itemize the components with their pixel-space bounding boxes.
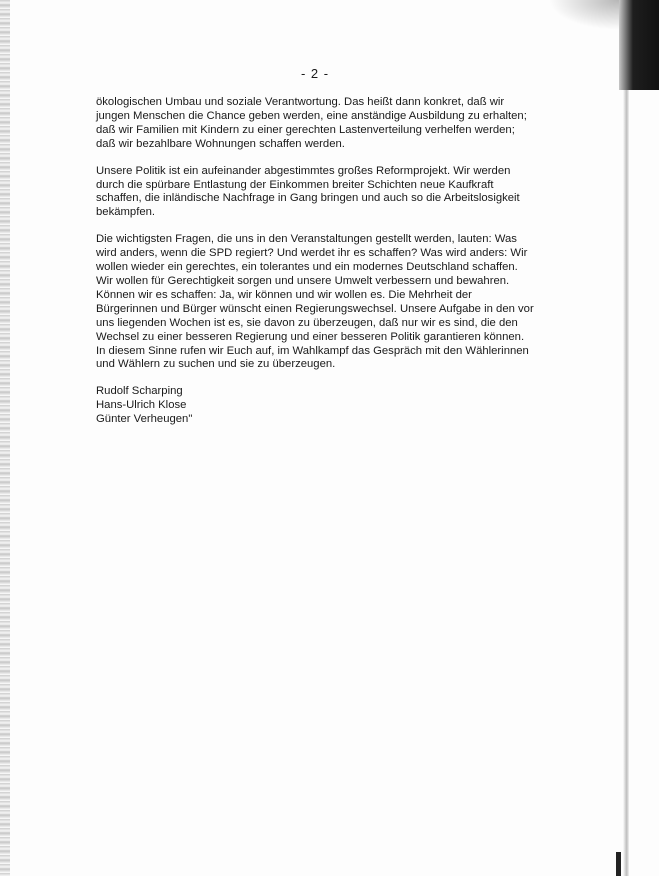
signatory-name: Hans-Ulrich Klose (96, 399, 187, 412)
page-number: - 2 - (300, 66, 330, 81)
scan-edge-left (0, 0, 10, 876)
signatory-name: Rudolf Scharping (96, 385, 183, 398)
signatory-name: Günter Verheugen" (96, 413, 193, 426)
scan-shadow-fade (549, 0, 619, 30)
paragraph: Unsere Politik ist ein aufeinander abgestimmtes großes Reformprojekt. Wir werden durch die spürbare Entlastung der Einkommen breiter Schichten neue Kaufkraft schaffen, die inländische Nachfrage in Gang bringen und auch so die Arbeitslosigkeit bekämpfen. (96, 164, 520, 219)
signature-block (96, 385, 536, 427)
paragraph: Die wichtigsten Fragen, die uns in den Veranstaltungen gestellt werden, lauten: Was wird anders, wenn die SPD regiert? Und werdet ihr es schaffen? Was wird anders: Wir wollen wieder ein gerechtes, ein tolerantes und ein modernes Deutschland schaffen. Wir wollen für Gerechtigkeit sorgen und unsere Umwelt verbessern und bewahren. Können wir es schaffen: Ja, wir können und wir wollen es. Die Mehrheit der Bürgerinnen und Bürger wünscht einen Regierungswechsel. Unsere Aufgabe in den vor uns liegenden Wochen ist es, sie davon zu überzeugen, daß nur wir es sind, die den Wechsel zu einer besseren Regierung und einer besseren Politik garantieren können. In diesem Sinne rufen wir Euch auf, im Wahlkampf das Gespräch mit den Wählerinnen und Wählern zu suchen und sie zu überzeugen. (96, 233, 534, 371)
document-body (96, 96, 536, 427)
scan-mark-bottom (616, 852, 621, 876)
paragraph: ökologischen Umbau und soziale Verantwortung. Das heißt dann konkret, daß wir jungen Menschen die Chance geben werden, eine anständige Ausbildung zu erhalten; daß wir Familien mit Kindern zu einer gerechten Lastenverteilung verhelfen werden; daß wir bezahlbare Wohnungen schaffen werden. (96, 96, 527, 150)
scan-edge-right (623, 90, 629, 876)
